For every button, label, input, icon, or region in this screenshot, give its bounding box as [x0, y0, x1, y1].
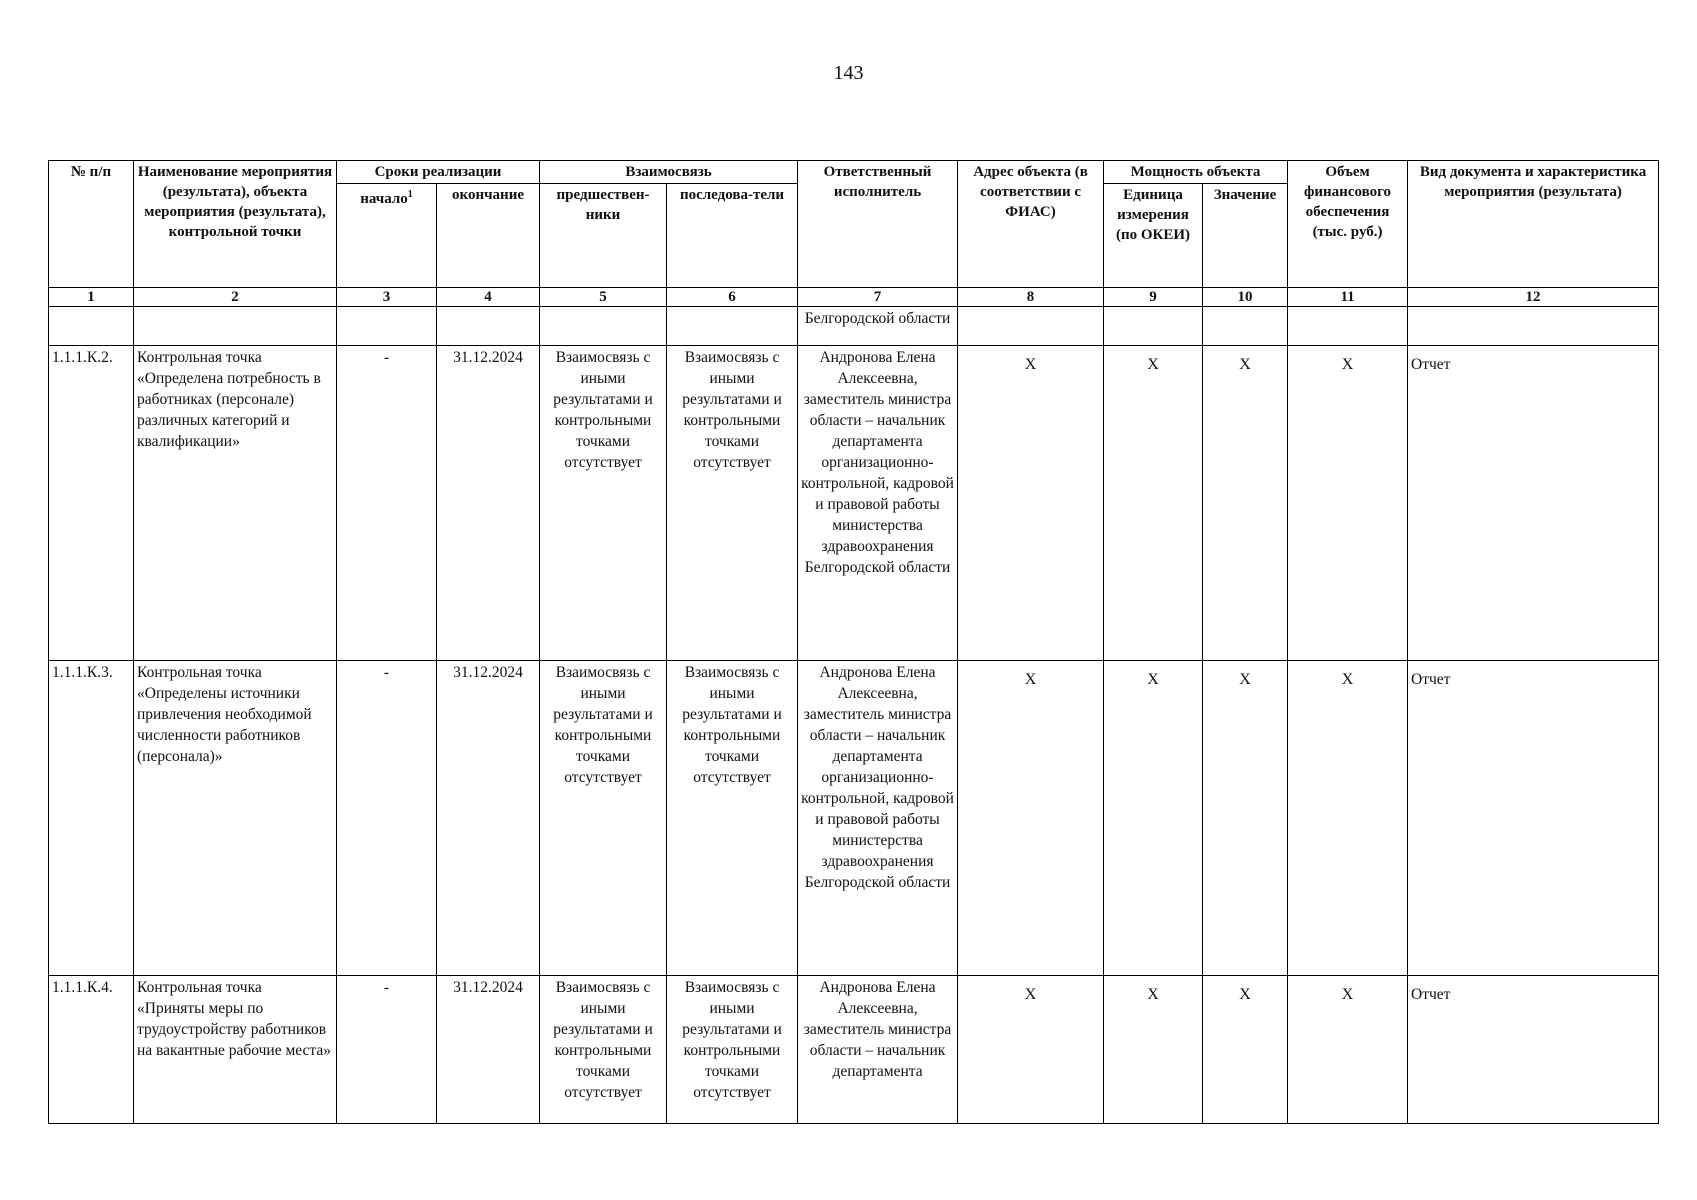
- cell-empty: [437, 307, 540, 346]
- header-num: № п/п: [49, 161, 134, 288]
- continuation-row: [49, 307, 1659, 346]
- cell-empty: [540, 307, 667, 346]
- cell-value: Х: [1203, 661, 1288, 976]
- table-row: [49, 976, 1659, 1124]
- cell-end: 31.12.2024: [437, 661, 540, 976]
- header-finance: Объем финансового обеспечения (тыс. руб.): [1288, 161, 1408, 288]
- cell-responsible: Андронова Елена Алексеевна, заместитель министра области – начальник департамента организационно-контрольной, кадровой и правовой работы министерства здравоохранения Белгородской области: [798, 346, 958, 661]
- cell-end: 31.12.2024: [437, 346, 540, 661]
- col-number: 8: [958, 288, 1104, 307]
- cell-address: Х: [958, 661, 1104, 976]
- header-end: окончание: [437, 184, 540, 288]
- cell-empty: [1288, 307, 1408, 346]
- cell-start: -: [337, 976, 437, 1124]
- col-number: 11: [1288, 288, 1408, 307]
- header-address: Адрес объекта (в соответствии с ФИАС): [958, 161, 1104, 288]
- col-number: 5: [540, 288, 667, 307]
- cell-predecessors: Взаимосвязь с иными результатами и контрольными точками отсутствует: [540, 976, 667, 1124]
- header-terms: Сроки реализации: [337, 161, 540, 184]
- cell-empty: [1104, 307, 1203, 346]
- cell-id: 1.1.1.К.3.: [49, 661, 134, 976]
- cell-successors: Взаимосвязь с иными результатами и контрольными точками отсутствует: [667, 661, 798, 976]
- header-start-label: начало: [360, 191, 408, 207]
- cell-unit: Х: [1104, 346, 1203, 661]
- cell-empty: [958, 307, 1104, 346]
- col-number: 9: [1104, 288, 1203, 307]
- cell-empty: [667, 307, 798, 346]
- cell-unit: Х: [1104, 661, 1203, 976]
- cell-empty: [1408, 307, 1659, 346]
- cell-finance: Х: [1288, 346, 1408, 661]
- cell-doc: Отчет: [1408, 661, 1659, 976]
- cell-responsible: Андронова Елена Алексеевна, заместитель министра области – начальник департамента организационно-контрольной, кадровой и правовой работы министерства здравоохранения Белгородской области: [798, 661, 958, 976]
- cell-value: Х: [1203, 976, 1288, 1124]
- col-number: 2: [134, 288, 337, 307]
- col-number: 6: [667, 288, 798, 307]
- cell-value: Х: [1203, 346, 1288, 661]
- cell-finance: Х: [1288, 661, 1408, 976]
- cell-name: Контрольная точка «Определены источники привлечения необходимой численности работников (персонала)»: [134, 661, 337, 976]
- cell-responsible-continued: Белгородской области: [798, 307, 958, 346]
- header-value: Значение: [1203, 184, 1288, 288]
- header-start: [337, 184, 437, 288]
- col-number: 10: [1203, 288, 1288, 307]
- header-doctype: Вид документа и характеристика мероприятия (результата): [1408, 161, 1659, 288]
- cell-responsible: Андронова Елена Алексеевна, заместитель министра области – начальник департамента: [798, 976, 958, 1124]
- col-number: 3: [337, 288, 437, 307]
- table-row: [49, 661, 1659, 976]
- cell-predecessors: Взаимосвязь с иными результатами и контрольными точками отсутствует: [540, 661, 667, 976]
- cell-unit: Х: [1104, 976, 1203, 1124]
- header-responsible: Ответственный исполнитель: [798, 161, 958, 288]
- cell-name: Контрольная точка «Приняты меры по трудоустройству работников на вакантные рабочие места»: [134, 976, 337, 1124]
- col-number: 4: [437, 288, 540, 307]
- page-number: 143: [833, 62, 864, 84]
- cell-doc: Отчет: [1408, 976, 1659, 1124]
- column-numbers-row: [49, 288, 1659, 307]
- col-number: 1: [49, 288, 134, 307]
- cell-predecessors: Взаимосвязь с иными результатами и контрольными точками отсутствует: [540, 346, 667, 661]
- cell-id: 1.1.1.К.2.: [49, 346, 134, 661]
- header-name: Наименование мероприятия (результата), объекта мероприятия (результата), контрольной точки: [134, 161, 337, 288]
- header-row-1: [49, 161, 1659, 184]
- events-table: [48, 160, 1659, 1124]
- table-row: [49, 346, 1659, 661]
- cell-address: Х: [958, 346, 1104, 661]
- header-succ: последова-тели: [667, 184, 798, 288]
- header-link: Взаимосвязь: [540, 161, 798, 184]
- cell-empty: [1203, 307, 1288, 346]
- header-capacity: Мощность объекта: [1104, 161, 1288, 184]
- footnote-mark: 1: [407, 189, 413, 200]
- header-unit: Единица измерения (по ОКЕИ): [1104, 184, 1203, 288]
- header-pred: предшествен-ники: [540, 184, 667, 288]
- col-number: 12: [1408, 288, 1659, 307]
- cell-address: Х: [958, 976, 1104, 1124]
- col-number: 7: [798, 288, 958, 307]
- cell-empty: [49, 307, 134, 346]
- cell-doc: Отчет: [1408, 346, 1659, 661]
- cell-empty: [337, 307, 437, 346]
- cell-start: -: [337, 346, 437, 661]
- cell-finance: Х: [1288, 976, 1408, 1124]
- cell-start: -: [337, 661, 437, 976]
- cell-successors: Взаимосвязь с иными результатами и контрольными точками отсутствует: [667, 976, 798, 1124]
- cell-end: 31.12.2024: [437, 976, 540, 1124]
- cell-id: 1.1.1.К.4.: [49, 976, 134, 1124]
- cell-successors: Взаимосвязь с иными результатами и контрольными точками отсутствует: [667, 346, 798, 661]
- cell-name: Контрольная точка «Определена потребность в работниках (персонале) различных категорий и квалификации»: [134, 346, 337, 661]
- cell-empty: [134, 307, 337, 346]
